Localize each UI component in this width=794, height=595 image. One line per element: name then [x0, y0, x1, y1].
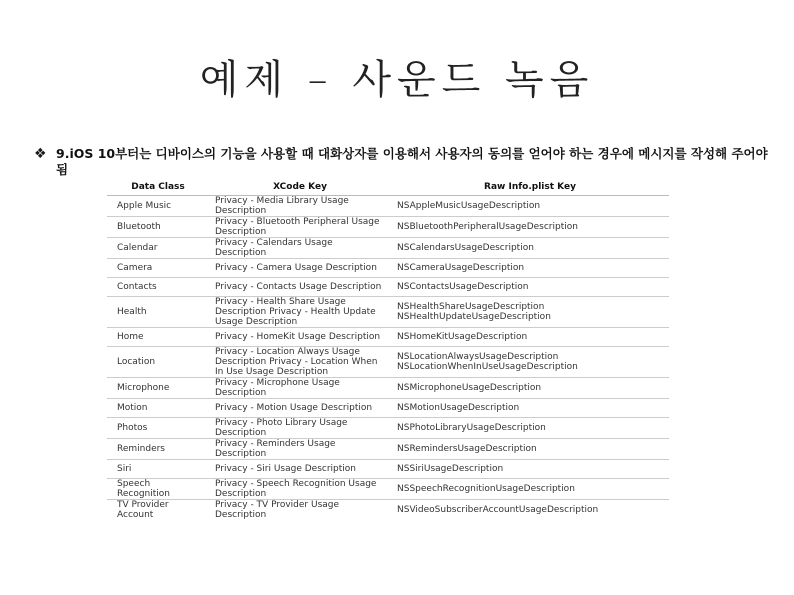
table-row [107, 399, 669, 418]
cell-data-class: Apple Music [107, 196, 209, 217]
table-row [107, 500, 669, 521]
cell-raw-key: NSHealthShareUsageDescription NSHealthUpdateUsageDescription [391, 297, 669, 328]
table-row [107, 460, 669, 479]
cell-xcode-key: Privacy - Microphone Usage Description [209, 378, 391, 399]
cell-xcode-key: Privacy - Bluetooth Peripheral Usage Description [209, 217, 391, 238]
table-row [107, 378, 669, 399]
cell-data-class: Bluetooth [107, 217, 209, 238]
cell-xcode-key: Privacy - Location Always Usage Description Privacy - Location When In Use Usage Description [209, 347, 391, 378]
cell-xcode-key: Privacy - Siri Usage Description [209, 460, 391, 479]
cell-data-class: Calendar [107, 238, 209, 259]
cell-xcode-key: Privacy - Reminders Usage Description [209, 439, 391, 460]
cell-raw-key: NSBluetoothPeripheralUsageDescription [391, 217, 669, 238]
cell-xcode-key: Privacy - Contacts Usage Description [209, 278, 391, 297]
cell-xcode-key: Privacy - Health Share Usage Description Privacy - Health Update Usage Description [209, 297, 391, 328]
cell-data-class: Photos [107, 418, 209, 439]
cell-data-class: Camera [107, 259, 209, 278]
table-row [107, 347, 669, 378]
cell-data-class: Speech Recognition [107, 479, 209, 500]
cell-xcode-key: Privacy - HomeKit Usage Description [209, 328, 391, 347]
table-row [107, 217, 669, 238]
cell-raw-key: NSCameraUsageDescription [391, 259, 669, 278]
cell-raw-key: NSMotionUsageDescription [391, 399, 669, 418]
cell-data-class: Location [107, 347, 209, 378]
cell-xcode-key: Privacy - Calendars Usage Description [209, 238, 391, 259]
diamond-bullet-icon: ❖ [34, 146, 47, 162]
table-row [107, 479, 669, 500]
cell-xcode-key: Privacy - TV Provider Usage Description [209, 500, 391, 521]
cell-data-class: Reminders [107, 439, 209, 460]
cell-xcode-key: Privacy - Speech Recognition Usage Description [209, 479, 391, 500]
cell-data-class: Contacts [107, 278, 209, 297]
bullet-item [34, 146, 774, 178]
cell-data-class: Microphone [107, 378, 209, 399]
cell-raw-key: NSHomeKitUsageDescription [391, 328, 669, 347]
cell-raw-key: NSAppleMusicUsageDescription [391, 196, 669, 217]
table-row [107, 238, 669, 259]
cell-raw-key: NSLocationAlwaysUsageDescription NSLocationWhenInUseUsageDescription [391, 347, 669, 378]
table-header-row [107, 179, 669, 196]
cell-raw-key: NSPhotoLibraryUsageDescription [391, 418, 669, 439]
cell-raw-key: NSMicrophoneUsageDescription [391, 378, 669, 399]
cell-xcode-key: Privacy - Media Library Usage Description [209, 196, 391, 217]
cell-xcode-key: Privacy - Photo Library Usage Description [209, 418, 391, 439]
table-row [107, 418, 669, 439]
table-row [107, 328, 669, 347]
slide-title: 예제 – 사운드 녹음 [199, 57, 595, 103]
table-row [107, 196, 669, 217]
cell-raw-key: NSSiriUsageDescription [391, 460, 669, 479]
privacy-keys-table [107, 179, 669, 520]
cell-raw-key: NSVideoSubscriberAccountUsageDescription [391, 500, 669, 521]
table-row [107, 259, 669, 278]
header-raw-plist-key: Raw Info.plist Key [391, 179, 669, 196]
cell-data-class: Motion [107, 399, 209, 418]
cell-raw-key: NSRemindersUsageDescription [391, 439, 669, 460]
bullet-text: 9.iOS 10부터는 디바이스의 기능을 사용할 때 대화상자를 이용해서 사용자의 동의를 얻어야 하는 경우에 메시지를 작성해 주어야 됨 [56, 146, 768, 177]
header-xcode-key: XCode Key [209, 179, 391, 196]
table-row [107, 278, 669, 297]
header-data-class: Data Class [107, 179, 209, 196]
cell-raw-key: NSContactsUsageDescription [391, 278, 669, 297]
table-row [107, 439, 669, 460]
cell-xcode-key: Privacy - Camera Usage Description [209, 259, 391, 278]
cell-raw-key: NSSpeechRecognitionUsageDescription [391, 479, 669, 500]
cell-data-class: TV Provider Account [107, 500, 209, 521]
table-row [107, 297, 669, 328]
cell-raw-key: NSCalendarsUsageDescription [391, 238, 669, 259]
cell-data-class: Home [107, 328, 209, 347]
cell-data-class: Health [107, 297, 209, 328]
cell-data-class: Siri [107, 460, 209, 479]
cell-xcode-key: Privacy - Motion Usage Description [209, 399, 391, 418]
